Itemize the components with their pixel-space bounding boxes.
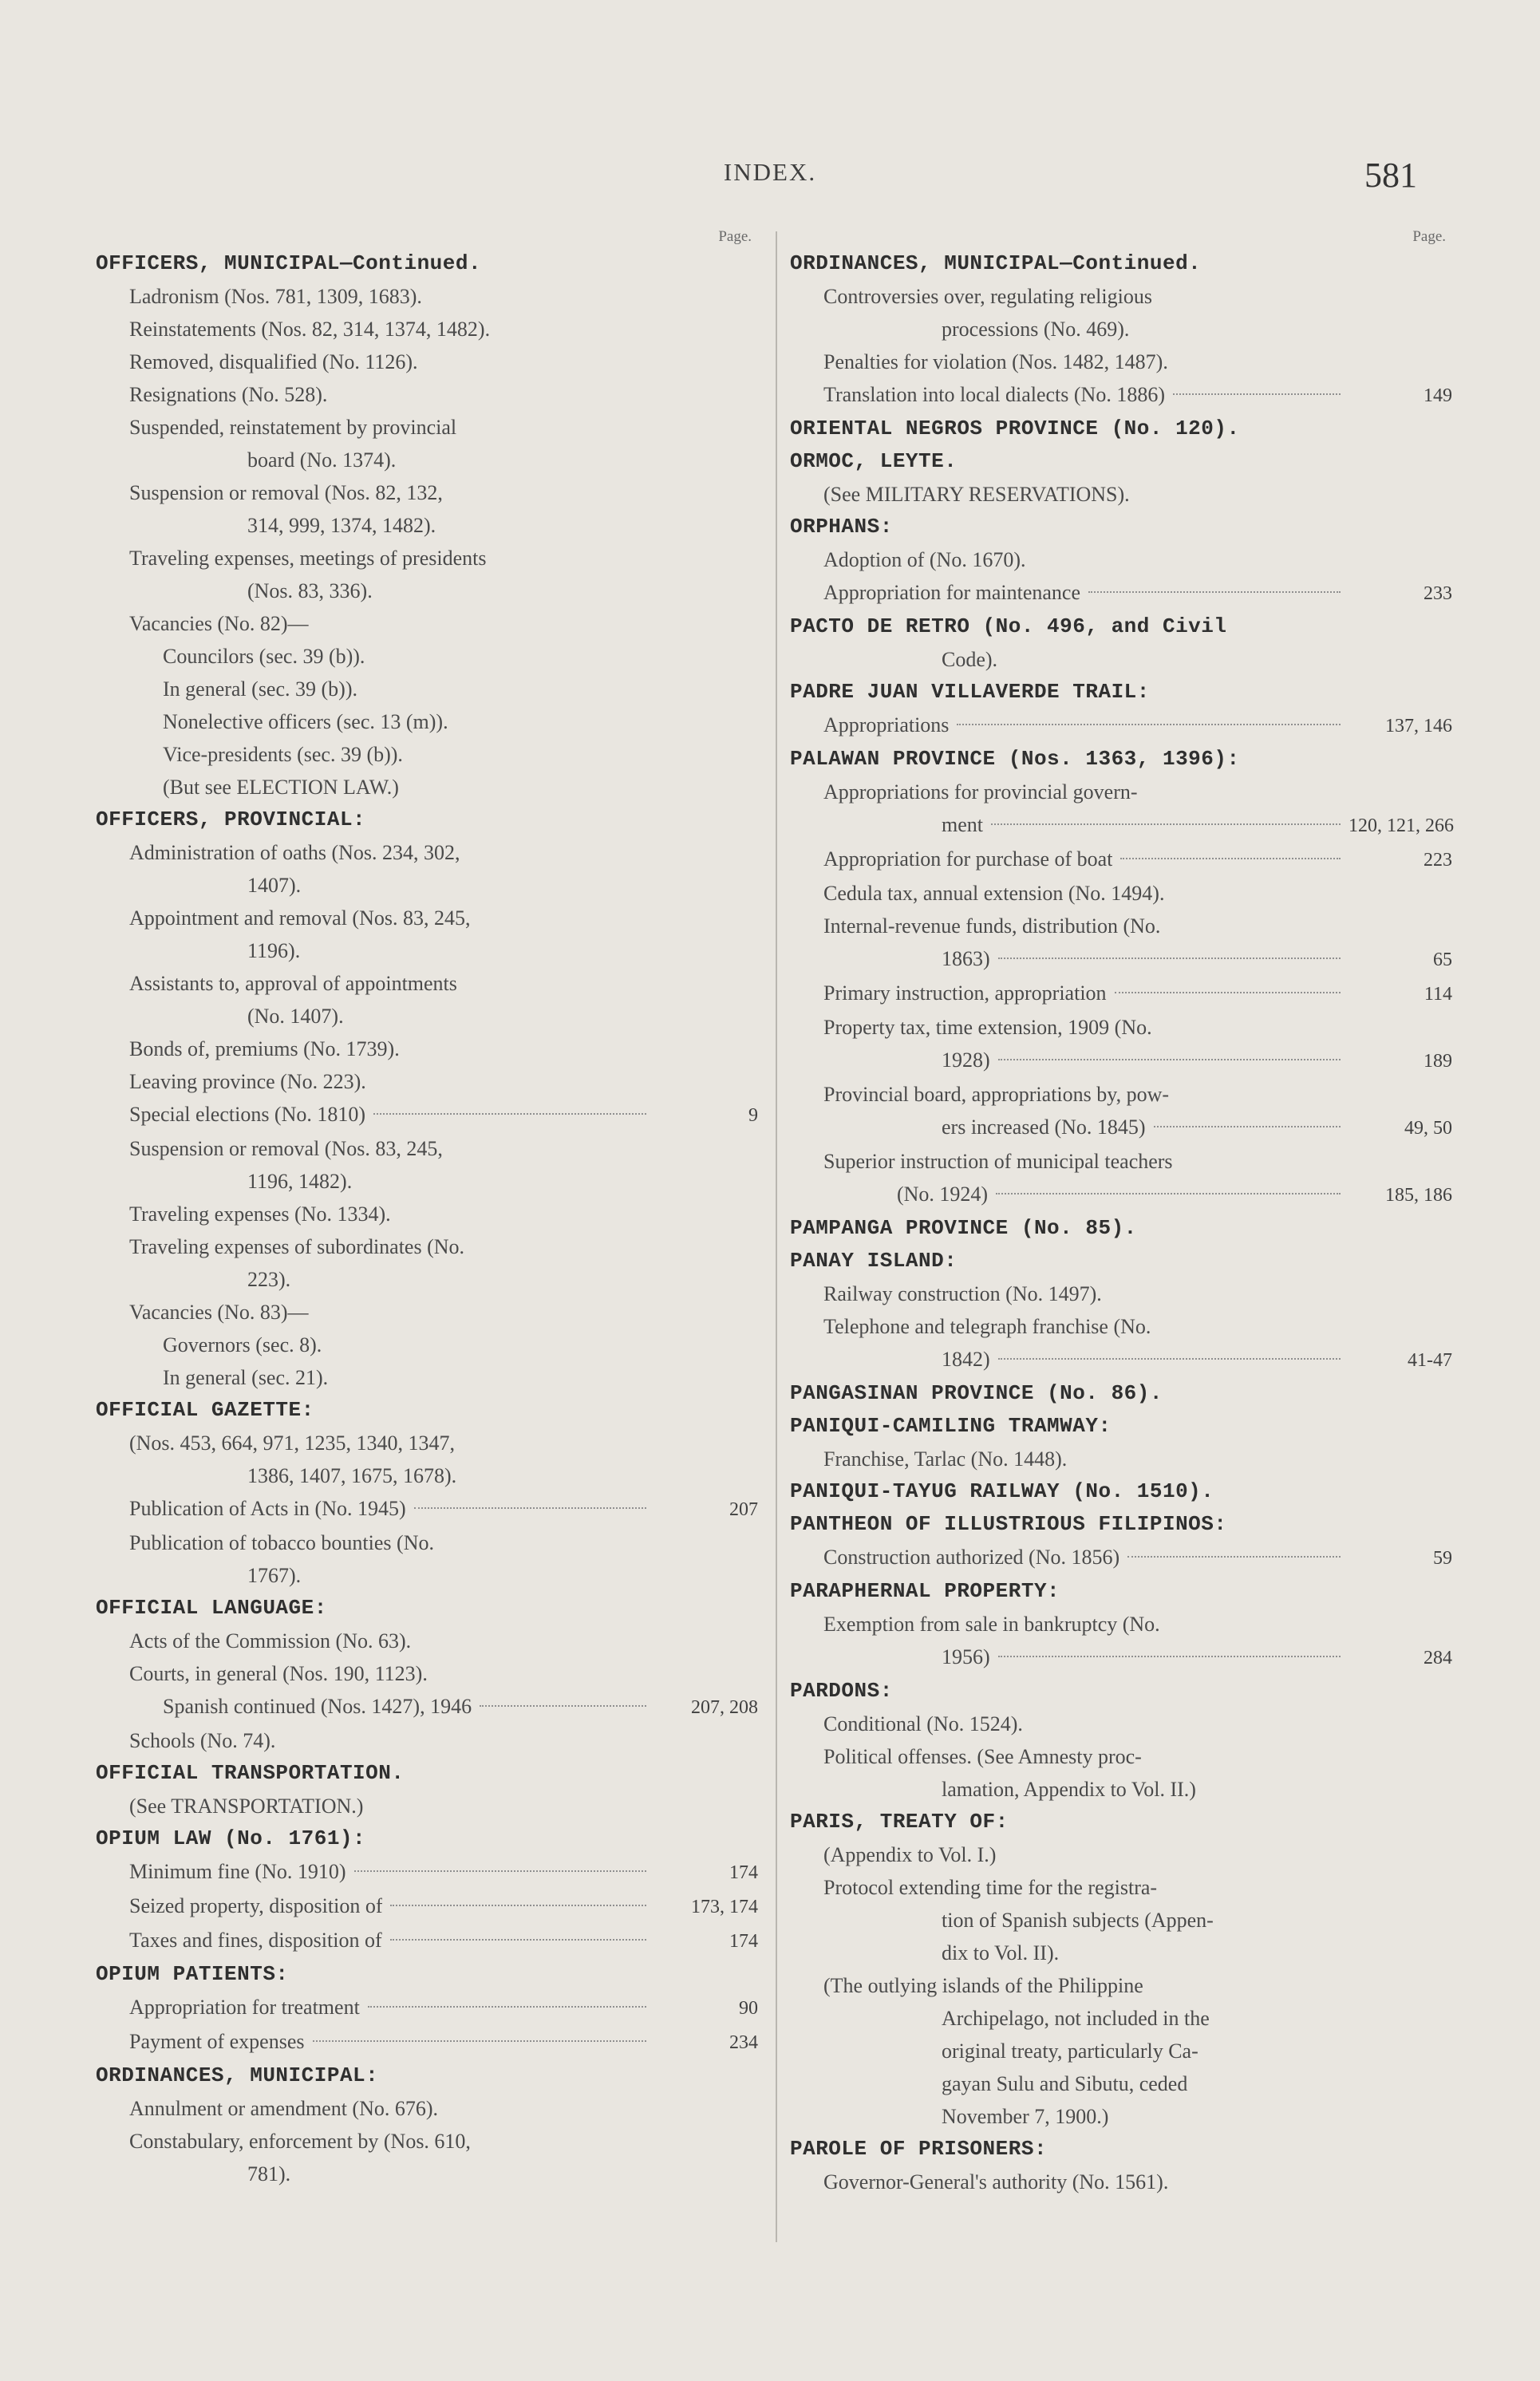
page-reference: 137, 146 [1385, 716, 1452, 736]
index-entry [790, 942, 1452, 977]
entry-text: Telephone and telegraph franchise (No. [823, 1315, 1151, 1338]
entry-text: PALAWAN PROVINCE (Nos. 1363, 1396): [790, 747, 1240, 771]
dot-leader [414, 1507, 646, 1509]
entry-text: Traveling expenses of subordinates (No. [129, 1235, 465, 1258]
page-reference: 41-47 [1408, 1350, 1452, 1371]
entry-text: Controversies over, regulating religious [823, 285, 1152, 308]
entry-text: Conditional (No. 1524). [823, 1712, 1023, 1735]
dot-leader [480, 1705, 646, 1707]
index-entry [790, 1078, 1452, 1111]
index-entry [96, 346, 758, 378]
entry-text: Removed, disqualified (No. 1126). [129, 350, 418, 373]
index-entry [96, 476, 758, 509]
index-entry [96, 1033, 758, 1065]
entry-text: Traveling expenses, meetings of presidents [129, 547, 487, 570]
entry-text: Appropriations [823, 713, 950, 736]
index-heading [790, 247, 1452, 280]
entry-text: ORDINANCES, MUNICIPAL: [96, 2063, 379, 2087]
index-entry [96, 967, 758, 1000]
entry-text: Traveling expenses (No. 1334). [129, 1202, 391, 1226]
index-entry [96, 1065, 758, 1098]
index-entry [96, 836, 758, 869]
index-heading [790, 1377, 1452, 1410]
entry-text: 1863) [942, 947, 990, 970]
index-entry [790, 877, 1452, 910]
index-entry [790, 1443, 1452, 1475]
entry-text: Schools (No. 74). [129, 1729, 276, 1752]
index-heading [96, 1394, 758, 1427]
entry-text: (Nos. 83, 336). [247, 579, 373, 602]
entry-text: (See MILITARY RESERVATIONS). [823, 483, 1130, 506]
index-entry [790, 1608, 1452, 1641]
index-entry [790, 1969, 1452, 2002]
index-entry [96, 1855, 758, 1889]
running-head: INDEX. [723, 158, 817, 186]
dot-leader [1173, 393, 1341, 395]
index-column-left [96, 228, 758, 2190]
entry-text: 1196, 1482). [247, 1170, 353, 1193]
index-entry [96, 280, 758, 313]
entry-text: ORIENTAL NEGROS PROVINCE (No. 120). [790, 417, 1240, 440]
entry-text: dix to Vol. II). [942, 1941, 1060, 1964]
index-entry [790, 808, 1452, 843]
dot-leader [390, 1939, 646, 1941]
index-heading [790, 676, 1452, 709]
entry-text: OFFICIAL TRANSPORTATION. [96, 1761, 405, 1785]
index-entry [790, 1641, 1452, 1675]
index-entry [96, 1230, 758, 1263]
dot-leader [1120, 858, 1341, 859]
entry-text: ORPHANS: [790, 515, 893, 539]
entry-text: Leaving province (No. 223). [129, 1070, 366, 1093]
index-heading [96, 2059, 758, 2092]
index-heading [790, 511, 1452, 543]
index-entry [96, 1526, 758, 1559]
index-heading [790, 1475, 1452, 1508]
entry-text: 1928) [942, 1048, 990, 1072]
entry-text: 1196). [247, 939, 301, 962]
index-entry [790, 1011, 1452, 1044]
entry-text: ment [942, 813, 983, 836]
entry-text: Governor-General's authority (No. 1561). [823, 2170, 1169, 2193]
page-reference: 173, 174 [691, 1897, 758, 1917]
entry-text: OPIUM PATIENTS: [96, 1962, 289, 1986]
entry-text: Councilors (sec. 39 (b)). [163, 645, 365, 668]
entry-text: Minimum fine (No. 1910) [129, 1860, 346, 1883]
index-entry [96, 1198, 758, 1230]
entry-text: Code). [942, 648, 998, 671]
index-entry [96, 1559, 758, 1592]
index-heading [790, 610, 1452, 643]
page-reference: 233 [1424, 583, 1452, 604]
entry-text: Translation into local dialects (No. 1886) [823, 383, 1165, 406]
entry-text: Appropriation for purchase of boat [823, 847, 1113, 871]
entry-text: In general (sec. 21). [163, 1366, 329, 1389]
entry-text: 1767). [247, 1564, 302, 1587]
index-entry [96, 378, 758, 411]
entry-text: Franchise, Tarlac (No. 1448). [823, 1447, 1068, 1471]
entry-text: lamation, Appendix to Vol. II.) [942, 1778, 1196, 1801]
entry-text: (No. 1924) [897, 1183, 989, 1206]
dot-leader [957, 724, 1341, 725]
entry-text: Vacancies (No. 82)— [129, 612, 309, 635]
entry-text: PANIQUI-TAYUG RAILWAY (No. 1510). [790, 1479, 1214, 1503]
index-column-right [790, 228, 1452, 2198]
index-entry [96, 738, 758, 771]
index-entry [96, 444, 758, 476]
page-reference: 174 [729, 1862, 758, 1883]
dot-leader [368, 2006, 646, 2008]
index-entry [96, 313, 758, 346]
index-entry [790, 2100, 1452, 2133]
dot-leader [998, 1358, 1341, 1360]
index-entry [790, 478, 1452, 511]
entry-text: Primary instruction, appropriation [823, 981, 1107, 1005]
index-heading [96, 247, 758, 280]
index-heading [96, 1592, 758, 1625]
entry-text: Publication of Acts in (No. 1945) [129, 1497, 406, 1520]
index-entry [96, 575, 758, 607]
page-reference: 59 [1433, 1548, 1452, 1569]
entry-text: Appointment and removal (Nos. 83, 245, [129, 906, 471, 930]
page-reference: 174 [729, 1931, 758, 1952]
entry-text: Constabulary, enforcement by (Nos. 610, [129, 2130, 471, 2153]
page-reference: 284 [1424, 1648, 1452, 1668]
index-entry [790, 346, 1452, 378]
index-entry [96, 1000, 758, 1033]
index-heading [790, 1806, 1452, 1838]
entry-text: Annulment or amendment (No. 676). [129, 2097, 439, 2120]
entry-text: Payment of expenses [129, 2030, 305, 2053]
index-entry [790, 1541, 1452, 1575]
index-entry [96, 509, 758, 542]
index-entry [96, 640, 758, 673]
entry-text: Superior instruction of municipal teachers [823, 1150, 1173, 1173]
index-entry [790, 910, 1452, 942]
dot-leader [998, 1059, 1341, 1060]
dot-leader [313, 2040, 646, 2042]
entry-text: tion of Spanish subjects (Appen- [942, 1909, 1214, 1932]
entry-text: PADRE JUAN VILLAVERDE TRAIL: [790, 680, 1150, 704]
index-entry [790, 1111, 1452, 1145]
index-entry [790, 843, 1452, 877]
entry-text: (Nos. 453, 664, 971, 1235, 1340, 1347, [129, 1431, 456, 1455]
page-column-label: Page. [1412, 228, 1446, 245]
entry-text: Bonds of, premiums (No. 1739). [129, 1037, 400, 1060]
entry-text: processions (No. 469). [942, 318, 1130, 341]
entry-text: Ladronism (Nos. 781, 1309, 1683). [129, 285, 422, 308]
entry-text: Railway construction (No. 1497). [823, 1282, 1102, 1305]
entry-text: Vice-presidents (sec. 39 (b)). [163, 743, 403, 766]
page-reference: 65 [1433, 950, 1452, 970]
page-reference: 185, 186 [1385, 1185, 1452, 1206]
index-heading [790, 1508, 1452, 1541]
index-entry [96, 771, 758, 804]
index-entry [790, 1178, 1452, 1212]
index-entry [96, 607, 758, 640]
index-entry [96, 1427, 758, 1459]
index-entry [96, 1132, 758, 1165]
index-entry [96, 1924, 758, 1958]
page-reference: 149 [1424, 385, 1452, 406]
index-entry [96, 1361, 758, 1394]
dot-leader [1088, 591, 1341, 593]
index-heading [790, 413, 1452, 445]
index-entry [790, 1145, 1452, 1178]
index-heading [790, 743, 1452, 776]
entry-text: Administration of oaths (Nos. 234, 302, [129, 841, 460, 864]
index-entry [96, 2025, 758, 2059]
entry-text: Appropriation for maintenance [823, 581, 1080, 604]
index-entry [96, 2092, 758, 2125]
index-entry [96, 1724, 758, 1757]
index-entry [790, 2035, 1452, 2067]
index-entry [790, 776, 1452, 808]
entry-text: (See TRANSPORTATION.) [129, 1795, 364, 1818]
dot-leader [373, 1113, 646, 1115]
entry-text: (Appendix to Vol. I.) [823, 1843, 997, 1866]
index-entry [790, 576, 1452, 610]
column-divider [776, 231, 777, 2242]
index-entry [96, 1889, 758, 1924]
entry-text: Adoption of (No. 1670). [823, 548, 1026, 571]
page-number: 581 [1364, 156, 1417, 195]
index-entry [96, 1263, 758, 1296]
entry-text: Appropriation for treatment [129, 1996, 360, 2019]
entry-text: OPIUM LAW (No. 1761): [96, 1826, 366, 1850]
page-reference: 189 [1424, 1051, 1452, 1072]
entry-text: ers increased (No. 1845) [942, 1115, 1146, 1139]
entry-text: PANAY ISLAND: [790, 1249, 958, 1273]
page-reference: 90 [739, 1998, 758, 2019]
index-heading [790, 1410, 1452, 1443]
dot-leader [1127, 1556, 1341, 1558]
dot-leader [991, 823, 1341, 825]
index-entry [96, 1329, 758, 1361]
index-entry [96, 1098, 758, 1132]
entry-text: OFFICERS, MUNICIPAL—Continued. [96, 251, 482, 275]
entry-text: (But see ELECTION LAW.) [163, 776, 399, 799]
index-entry [96, 705, 758, 738]
index-entry [790, 1904, 1452, 1937]
entry-text: ORMOC, LEYTE. [790, 449, 958, 473]
entry-text: Publication of tobacco bounties (No. [129, 1531, 434, 1554]
index-entry [96, 934, 758, 967]
index-heading [790, 1212, 1452, 1245]
entry-text: Construction authorized (No. 1856) [823, 1546, 1120, 1569]
entry-text: Suspension or removal (Nos. 83, 245, [129, 1137, 443, 1160]
entry-text: Suspension or removal (Nos. 82, 132, [129, 481, 443, 504]
index-entry [790, 643, 1452, 676]
index-entry [790, 1044, 1452, 1078]
index-entry [790, 543, 1452, 576]
entry-text: Governors (sec. 8). [163, 1333, 322, 1356]
index-entry [790, 1343, 1452, 1377]
index-entry [96, 869, 758, 902]
entry-text: PANGASINAN PROVINCE (No. 86). [790, 1381, 1163, 1405]
entry-text: original treaty, particularly Ca- [942, 2039, 1198, 2063]
dot-leader [1115, 992, 1341, 993]
entry-text: Courts, in general (Nos. 190, 1123). [129, 1662, 428, 1685]
page-reference: 9 [748, 1105, 758, 1126]
page-reference: 207 [729, 1499, 758, 1520]
index-entry [96, 542, 758, 575]
entry-text: 781). [247, 2162, 291, 2186]
entry-text: 314, 999, 1374, 1482). [247, 514, 436, 537]
entry-text: Cedula tax, annual extension (No. 1494). [823, 882, 1165, 905]
entry-text: Provincial board, appropriations by, pow- [823, 1083, 1169, 1106]
index-heading [96, 1757, 758, 1790]
index-entry [790, 977, 1452, 1011]
entry-text: Property tax, time extension, 1909 (No. [823, 1016, 1152, 1039]
entry-text: Nonelective officers (sec. 13 (m)). [163, 710, 448, 733]
dot-leader [390, 1905, 646, 1906]
entry-text: Acts of the Commission (No. 63). [129, 1629, 412, 1652]
index-entry [96, 1492, 758, 1526]
entry-text: board (No. 1374). [247, 448, 397, 472]
entry-text: Seized property, disposition of [129, 1894, 383, 1917]
entry-text: In general (sec. 39 (b)). [163, 677, 357, 701]
entry-text: (No. 1407). [247, 1005, 344, 1028]
index-heading [96, 804, 758, 836]
entry-text: PARDONS: [790, 1679, 893, 1703]
entry-text: Appropriations for provincial govern- [823, 780, 1138, 804]
entry-text: Exemption from sale in bankruptcy (No. [823, 1613, 1160, 1636]
index-entry [790, 709, 1452, 743]
index-entry [96, 1790, 758, 1822]
index-entry [96, 1165, 758, 1198]
entry-text: November 7, 1900.) [942, 2105, 1109, 2128]
index-entry [96, 1657, 758, 1690]
entry-text: Vacancies (No. 83)— [129, 1301, 309, 1324]
index-entry [96, 1296, 758, 1329]
entry-text: 1956) [942, 1645, 990, 1668]
index-heading [790, 1245, 1452, 1277]
entry-text: PARAPHERNAL PROPERTY: [790, 1579, 1060, 1603]
entry-text: PAMPANGA PROVINCE (No. 85). [790, 1216, 1137, 1240]
dot-leader [996, 1193, 1341, 1194]
entry-text: PAROLE OF PRISONERS: [790, 2137, 1048, 2161]
page-reference: 234 [729, 2032, 758, 2053]
index-entry [96, 411, 758, 444]
entry-text: Reinstatements (Nos. 82, 314, 1374, 1482). [129, 318, 491, 341]
index-entry [790, 1871, 1452, 1904]
entry-text: 223). [247, 1268, 291, 1291]
entry-text: Protocol extending time for the registra- [823, 1876, 1158, 1899]
index-entry [790, 1740, 1452, 1773]
dot-leader [354, 1870, 646, 1872]
index-heading [790, 1575, 1452, 1608]
index-heading [96, 1958, 758, 1991]
entry-text: 1842) [942, 1348, 990, 1371]
index-entry [96, 1991, 758, 2025]
index-entry [96, 1459, 758, 1492]
entry-text: Special elections (No. 1810) [129, 1103, 366, 1126]
index-entry [790, 313, 1452, 346]
page-reference: 49, 50 [1404, 1118, 1452, 1139]
entry-text: Assistants to, approval of appointments [129, 972, 457, 995]
index-heading [790, 2133, 1452, 2166]
index-entry [790, 1708, 1452, 1740]
entry-text: Taxes and fines, disposition of [129, 1929, 382, 1952]
entry-text: Internal-revenue funds, distribution (No. [823, 914, 1161, 938]
index-entry [96, 673, 758, 705]
index-heading [790, 445, 1452, 478]
index-entry [790, 1838, 1452, 1871]
entry-text: Archipelago, not included in the [942, 2007, 1210, 2030]
page-reference: 120, 121, 266 [1348, 815, 1454, 836]
dot-leader [998, 1656, 1341, 1657]
entry-text: PACTO DE RETRO (No. 496, and Civil [790, 614, 1227, 638]
index-entry [96, 1625, 758, 1657]
index-entry [790, 2067, 1452, 2100]
dot-leader [1154, 1126, 1341, 1127]
index-entry [790, 2002, 1452, 2035]
index-entry [790, 1277, 1452, 1310]
index-entry [96, 902, 758, 934]
index-entry [790, 280, 1452, 313]
index-entry [96, 1690, 758, 1724]
index-entry [790, 378, 1452, 413]
index-entry [790, 1937, 1452, 1969]
dot-leader [998, 958, 1341, 959]
entry-text: PARIS, TREATY OF: [790, 1810, 1009, 1834]
index-heading [96, 1822, 758, 1855]
entry-text: Spanish continued (Nos. 1427), 1946 [163, 1695, 472, 1718]
entry-text: Suspended, reinstatement by provincial [129, 416, 457, 439]
index-heading [790, 1675, 1452, 1708]
entry-text: PANIQUI-CAMILING TRAMWAY: [790, 1414, 1112, 1438]
entry-text: gayan Sulu and Sibutu, ceded [942, 2072, 1188, 2095]
entry-text: Political offenses. (See Amnesty proc- [823, 1745, 1142, 1768]
index-entry [96, 2125, 758, 2158]
index-entry [790, 1310, 1452, 1343]
entry-text: Penalties for violation (Nos. 1482, 1487). [823, 350, 1168, 373]
entry-text: Resignations (No. 528). [129, 383, 328, 406]
entry-text: 1407). [247, 874, 302, 897]
entry-text: OFFICIAL LANGUAGE: [96, 1596, 327, 1620]
page-reference: 114 [1424, 984, 1452, 1005]
entry-text: OFFICERS, PROVINCIAL: [96, 807, 366, 831]
entry-text: ORDINANCES, MUNICIPAL—Continued. [790, 251, 1202, 275]
page-reference: 223 [1424, 850, 1452, 871]
entry-text: 1386, 1407, 1675, 1678). [247, 1464, 457, 1487]
entry-text: PANTHEON OF ILLUSTRIOUS FILIPINOS: [790, 1512, 1227, 1536]
page-reference: 207, 208 [691, 1697, 758, 1718]
index-entry [96, 2158, 758, 2190]
entry-text: OFFICIAL GAZETTE: [96, 1398, 314, 1422]
page-column-label: Page. [718, 228, 752, 245]
entry-text: (The outlying islands of the Philippine [823, 1974, 1143, 1997]
index-entry [790, 2166, 1452, 2198]
index-entry [790, 1773, 1452, 1806]
